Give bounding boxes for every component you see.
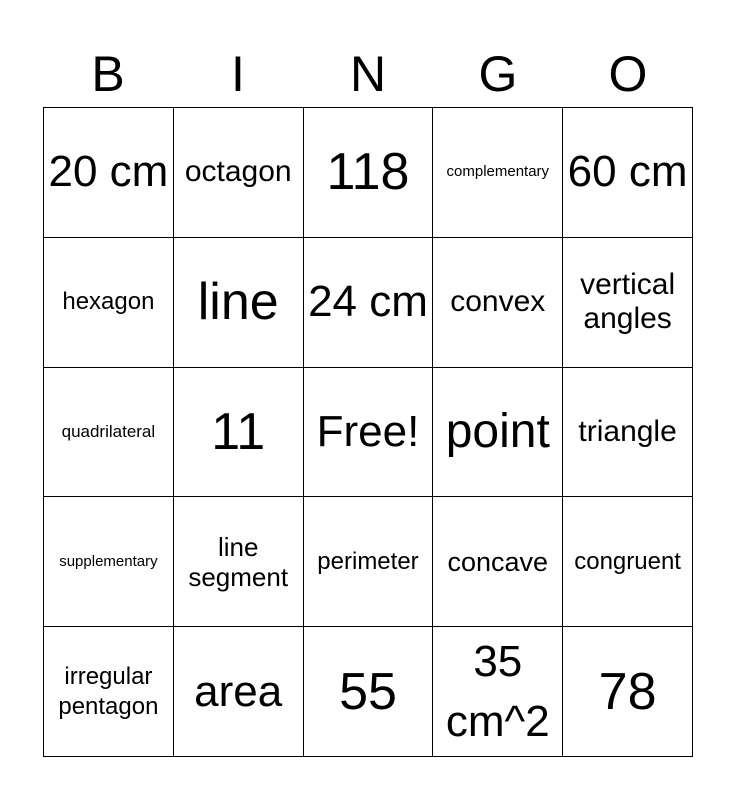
bingo-cell[interactable] [44,108,174,238]
header-letter-g: G [478,46,518,102]
cell-text: vertical angles [580,268,676,336]
cell-text: congruent [574,547,681,575]
bingo-cell[interactable] [563,238,693,368]
cell-text: perimeter [317,547,419,575]
bingo-cell[interactable] [563,368,693,498]
cell-text: 24 cm [308,277,428,327]
cell-text: area [194,666,283,716]
bingo-cell[interactable] [174,497,304,627]
bingo-cell[interactable] [563,627,693,757]
cell-text: 20 cm [48,147,169,197]
bingo-cell[interactable] [563,497,693,627]
cell-text: hexagon [62,288,155,316]
header-letter-n: N [349,46,387,102]
bingo-cell[interactable] [44,238,174,368]
bingo-cell[interactable] [174,627,304,757]
cell-text: quadrilateral [61,421,156,441]
cell-text: point [445,404,550,458]
cell-text: concave [447,546,549,577]
free-space-cell[interactable] [304,368,434,498]
cell-text: convex [450,285,546,319]
cell-text: 55 [339,662,397,721]
bingo-cell[interactable] [433,108,563,238]
cell-text: 118 [326,143,410,202]
bingo-cell[interactable] [304,497,434,627]
bingo-cell[interactable] [304,627,434,757]
cell-text: 35 cm^2 [445,636,550,746]
bingo-cell[interactable] [174,368,304,498]
cell-text: triangle [578,414,677,448]
bingo-cell[interactable] [433,368,563,498]
cell-text: line segment [188,531,289,592]
header-letter-b: B [91,46,125,102]
cell-text: 60 cm [567,147,688,197]
header-letter-o: O [608,46,648,102]
cell-text: 78 [598,662,657,721]
cell-text: irregular pentagon [58,662,159,720]
bingo-header [43,44,693,104]
bingo-cell[interactable] [563,108,693,238]
bingo-cell[interactable] [433,497,563,627]
bingo-cell[interactable] [433,627,563,757]
free-space-text: Free! [316,406,420,456]
bingo-cell[interactable] [174,108,304,238]
cell-text: supplementary [59,552,158,570]
cell-text: line [197,273,279,332]
bingo-cell[interactable] [304,108,434,238]
bingo-card [43,107,693,757]
bingo-cell[interactable] [174,238,304,368]
cell-text: octagon [184,155,292,189]
header-letter-i: I [231,46,245,102]
cell-text: 11 [211,402,266,461]
bingo-cell[interactable] [44,368,174,498]
bingo-cell[interactable] [304,238,434,368]
bingo-cell[interactable] [44,627,174,757]
cell-text: complementary [446,163,550,181]
bingo-cell[interactable] [433,238,563,368]
bingo-cell[interactable] [44,497,174,627]
